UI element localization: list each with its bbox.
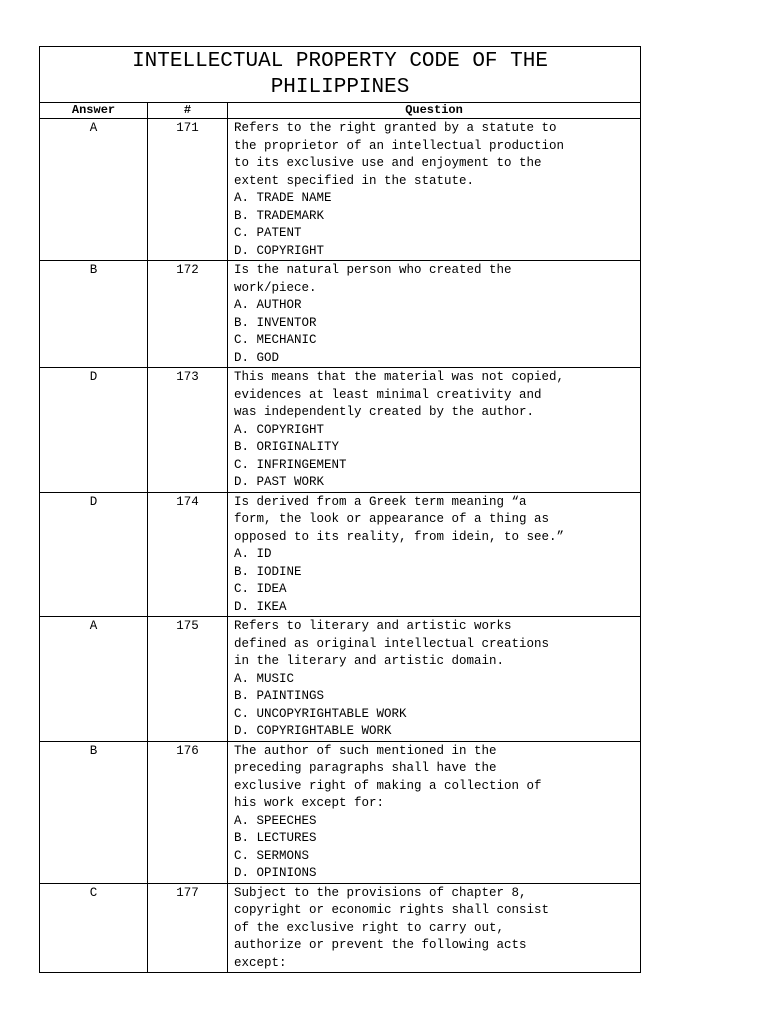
answer-header: Answer	[40, 103, 148, 119]
title-line-1: INTELLECTUAL PROPERTY CODE OF THE	[132, 50, 548, 73]
question-text-line: The author of such mentioned in the	[234, 743, 497, 758]
question-number-cell: 176	[148, 741, 228, 883]
answer-cell: A	[40, 119, 148, 261]
question-text-line: his work except for:	[234, 796, 385, 810]
table-row	[40, 368, 641, 493]
question-text-line: evidences at least minimal creativity and	[234, 387, 542, 402]
question-text-line: form, the look or appearance of a thing as	[234, 512, 550, 526]
question-text-line: work/piece.	[234, 280, 317, 295]
table-row	[40, 119, 641, 261]
question-text-line: Subject to the provisions of chapter 8,	[234, 885, 527, 900]
question-number-cell: 171	[148, 119, 228, 261]
question-cell	[228, 368, 641, 493]
question-number-cell: 174	[148, 492, 228, 617]
table-row	[40, 261, 641, 368]
table-row	[40, 741, 641, 883]
question-text-line: was independently created by the author.	[234, 405, 535, 419]
answer-option: D. PAST WORK	[234, 475, 325, 489]
question-number-cell: 173	[148, 368, 228, 493]
question-number-cell: 177	[148, 883, 228, 973]
question-text-line: preceding paragraphs shall have the	[234, 761, 497, 775]
title-row	[40, 47, 641, 103]
answer-option: B. TRADEMARK	[234, 208, 325, 223]
quiz-table	[39, 46, 641, 973]
table-row	[40, 617, 641, 742]
answer-option: A. COPYRIGHT	[234, 422, 325, 437]
table-row	[40, 883, 641, 973]
answer-cell: D	[40, 368, 148, 493]
question-cell	[228, 119, 641, 261]
answer-option: D. OPINIONS	[234, 866, 317, 880]
question-cell	[228, 261, 641, 368]
answer-cell: A	[40, 617, 148, 742]
question-cell	[228, 741, 641, 883]
question-text-line: copyright or economic rights shall consist	[234, 903, 550, 917]
question-cell	[228, 617, 641, 742]
answer-cell: D	[40, 492, 148, 617]
question-text-line: Refers to literary and artistic works	[234, 619, 512, 633]
answer-option: C. IDEA	[234, 582, 287, 596]
answer-option: B. IODINE	[234, 564, 302, 579]
question-text-line: defined as original intellectual creations	[234, 636, 550, 651]
title-line-2: PHILIPPINES	[270, 76, 410, 99]
answer-option: C. MECHANIC	[234, 333, 317, 347]
question-text-line: opposed to its reality, from idein, to see.”	[234, 529, 565, 544]
table-row	[40, 492, 641, 617]
answer-option: D. IKEA	[234, 599, 287, 614]
answer-option: A. TRADE NAME	[234, 191, 332, 205]
document-title	[40, 47, 641, 103]
header-row	[40, 103, 641, 119]
answer-option: C. UNCOPYRIGHTABLE WORK	[234, 706, 407, 721]
question-cell	[228, 492, 641, 617]
question-cell	[228, 883, 641, 973]
question-number-cell: 172	[148, 261, 228, 368]
answer-option: C. SERMONS	[234, 848, 310, 863]
answer-option: D. GOD	[234, 350, 280, 365]
question-text-line: extent specified in the statute.	[234, 173, 475, 188]
question-text-line: the proprietor of an intellectual production	[234, 138, 565, 153]
question-header: Question	[228, 103, 641, 119]
quiz-document	[39, 46, 640, 973]
question-text-line: to its exclusive use and enjoyment to the	[234, 156, 542, 170]
answer-option: A. SPEECHES	[234, 813, 317, 828]
question-text-line: authorize or prevent the following acts	[234, 938, 527, 952]
question-text-line: of the exclusive right to carry out,	[234, 920, 505, 935]
answer-option: A. MUSIC	[234, 671, 295, 686]
question-text-line: This means that the material was not copied,	[234, 370, 565, 384]
answer-option: A. AUTHOR	[234, 298, 302, 312]
answer-cell: B	[40, 261, 148, 368]
question-rows	[40, 119, 641, 973]
answer-option: B. LECTURES	[234, 831, 317, 845]
answer-option: C. PATENT	[234, 226, 302, 240]
answer-option: B. INVENTOR	[234, 315, 317, 330]
question-text-line: in the literary and artistic domain.	[234, 654, 505, 668]
answer-option: B. ORIGINALITY	[234, 440, 340, 454]
answer-option: A. ID	[234, 547, 272, 561]
answer-cell: B	[40, 741, 148, 883]
question-text-line: Refers to the right granted by a statute to	[234, 121, 557, 135]
answer-option: C. INFRINGEMENT	[234, 457, 347, 472]
question-text-line: exclusive right of making a collection of	[234, 778, 542, 793]
question-text-line: Is derived from a Greek term meaning “a	[234, 494, 527, 509]
answer-cell: C	[40, 883, 148, 973]
answer-option: B. PAINTINGS	[234, 689, 325, 703]
answer-option: D. COPYRIGHTABLE WORK	[234, 724, 392, 738]
question-text-line: except:	[234, 955, 287, 970]
answer-option: D. COPYRIGHT	[234, 243, 325, 258]
number-header: #	[148, 103, 228, 119]
question-text-line: Is the natural person who created the	[234, 263, 512, 277]
question-number-cell: 175	[148, 617, 228, 742]
